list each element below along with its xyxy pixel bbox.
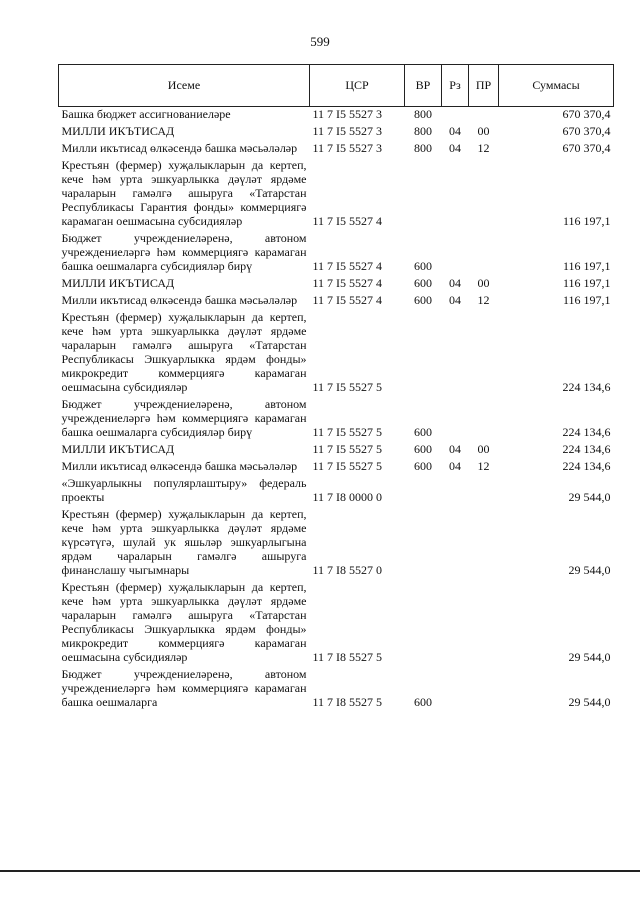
cell-csr: 11 7 I5 5527 3 [312,141,383,155]
cell-sum: 224 134,6 [562,380,611,394]
cell-pr [469,475,499,506]
cell-name: Милли икътисад өлкәсендә башка мәсьәләләр [61,459,298,473]
header-sum: Суммасы [499,65,614,107]
table-row [59,309,614,396]
cell-name: «Эшкуарлыкны популярлаштыру» федераль проекты [61,476,307,504]
bottom-border [0,870,640,872]
cell-pr [469,230,499,275]
cell-csr: 11 7 I8 5527 5 [312,650,383,664]
cell-sum: 224 134,6 [562,442,611,456]
table-row [59,441,614,458]
cell-vr [405,309,442,396]
cell-sum: 29 544,0 [568,490,611,504]
cell-sum: 116 197,1 [562,259,611,273]
table-body [59,107,614,712]
cell-pr [469,579,499,666]
cell-rz [442,579,469,666]
cell-pr: 00 [477,442,490,456]
cell-sum: 29 544,0 [568,695,611,709]
cell-sum: 116 197,1 [562,293,611,307]
cell-pr: 00 [477,124,490,138]
page-number: 599 [310,34,330,49]
cell-pr [469,309,499,396]
cell-vr: 800 [414,124,432,138]
cell-rz [442,506,469,579]
cell-rz [442,309,469,396]
cell-rz [442,230,469,275]
cell-vr: 600 [414,259,432,273]
header-csr: ЦСР [310,65,405,107]
cell-name: Крестьян (фермер) хуҗалыкларын да кертеп, кече һәм урта эшкуарлыкка дәүләт ярдәме чараларын гамәлгә ашыруга «Татарстан Республикасы Гарантия фонды» коммерциягә карамаган оешмасына субсидияләр [61,158,307,228]
table-row [59,579,614,666]
cell-rz [442,157,469,230]
header-row [59,65,614,107]
cell-pr [469,157,499,230]
cell-name: Крестьян (фермер) хуҗалыкларын да кертеп, кече һәм урта эшкуарлыкка дәүләт ярдәме күрсәтүгә, шулай ук яшьләр эшкуарлыгына ярдәм чараларын гамәлгә ашыруга финанслашу чыгымнары [61,507,307,577]
cell-sum: 670 370,4 [562,107,611,121]
cell-vr [405,579,442,666]
cell-rz [442,396,469,441]
cell-sum: 224 134,6 [562,425,611,439]
cell-rz [442,475,469,506]
cell-csr: 11 7 I5 5527 3 [312,124,383,138]
cell-rz: 04 [449,442,461,456]
table-row [59,396,614,441]
cell-rz [442,107,469,124]
table-row [59,123,614,140]
cell-name: Милли икътисад өлкәсендә башка мәсьәләләр [61,293,298,307]
cell-vr: 800 [414,141,432,155]
cell-vr: 600 [414,695,432,709]
table-row [59,292,614,309]
cell-rz: 04 [449,276,461,290]
cell-name: Бюджет учреждениеләренә, автоном учреждениеләргә һәм коммерциягә карамаган башка оешмаларга субсидияләр бирү [61,231,307,273]
cell-csr: 11 7 I5 5527 4 [312,276,383,290]
cell-csr: 11 7 I5 5527 5 [312,425,383,439]
cell-csr: 11 7 I5 5527 4 [312,293,383,307]
header-vr: ВР [405,65,442,107]
cell-name: Милли икътисад өлкәсендә башка мәсьәләләр [61,141,298,155]
cell-rz: 04 [449,293,461,307]
table-row [59,230,614,275]
cell-csr: 11 7 I8 5527 0 [312,563,383,577]
cell-sum: 116 197,1 [562,276,611,290]
table-row [59,140,614,157]
cell-sum: 224 134,6 [562,459,611,473]
cell-pr: 12 [477,293,490,307]
cell-vr: 800 [414,107,432,121]
cell-vr: 600 [414,442,432,456]
cell-rz [442,666,469,711]
cell-sum: 670 370,4 [562,141,611,155]
cell-pr: 12 [477,141,490,155]
table-row [59,275,614,292]
header-name: Исеме [59,65,310,107]
cell-sum: 670 370,4 [562,124,611,138]
header-rz: Рз [442,65,469,107]
cell-sum: 29 544,0 [568,650,611,664]
cell-rz: 04 [449,459,461,473]
budget-table [58,64,614,711]
table-row [59,157,614,230]
cell-csr: 11 7 I5 5527 5 [312,459,383,473]
cell-csr: 11 7 I8 5527 5 [312,695,383,709]
cell-sum: 29 544,0 [568,563,611,577]
table-row [59,666,614,711]
cell-vr: 600 [414,425,432,439]
cell-name: Башка бюджет ассигнованиеләре [61,107,231,121]
cell-vr: 600 [414,276,432,290]
cell-pr [469,666,499,711]
cell-csr: 11 7 I5 5527 5 [312,442,383,456]
table-row [59,475,614,506]
cell-name: МИЛЛИ ИКЪТИСАД [61,442,175,456]
cell-name: МИЛЛИ ИКЪТИСАД [61,124,175,138]
table-header [59,65,614,107]
cell-pr [469,506,499,579]
header-pr: ПР [469,65,499,107]
table-row [59,506,614,579]
cell-pr [469,396,499,441]
cell-rz: 04 [449,124,461,138]
cell-name: Крестьян (фермер) хуҗалыкларын да кертеп, кече һәм урта эшкуарлыкка дәүләт ярдәме чараларын гамәлгә ашыруга «Татарстан Республикасы Эшкуарлыкка ярдәм фонды» микрокредит коммерциягә карамаган оешмасына субсидияләр [61,580,307,664]
cell-rz: 04 [449,141,461,155]
table-row [59,107,614,124]
cell-sum: 116 197,1 [562,214,611,228]
cell-vr [405,506,442,579]
cell-csr: 11 7 I5 5527 5 [312,380,383,394]
cell-name: Бюджет учреждениеләренә, автоном учреждениеләргә һәм коммерциягә карамаган башка оешмаларга субсидияләр бирү [61,397,307,439]
cell-vr [405,475,442,506]
cell-name: МИЛЛИ ИКЪТИСАД [61,276,175,290]
cell-csr: 11 7 I5 5527 4 [312,214,383,228]
table-row [59,458,614,475]
cell-vr: 600 [414,293,432,307]
cell-csr: 11 7 I8 0000 0 [312,490,383,504]
cell-vr: 600 [414,459,432,473]
cell-pr: 12 [477,459,490,473]
cell-pr [469,107,499,124]
cell-name: Бюджет учреждениеләренә, автоном учреждениеләргә һәм коммерциягә карамаган башка оешмаларга [61,667,307,709]
cell-csr: 11 7 I5 5527 3 [312,107,383,121]
cell-name: Крестьян (фермер) хуҗалыкларын да кертеп, кече һәм урта эшкуарлыкка дәүләт ярдәме чараларын гамәлгә ашыруга «Татарстан Республикасы Эшкуарлыкка ярдәм фонды» микрокредит коммерциягә карамаган оешмасына субсидияләр [61,310,307,394]
cell-pr: 00 [477,276,490,290]
cell-csr: 11 7 I5 5527 4 [312,259,383,273]
cell-vr [405,157,442,230]
